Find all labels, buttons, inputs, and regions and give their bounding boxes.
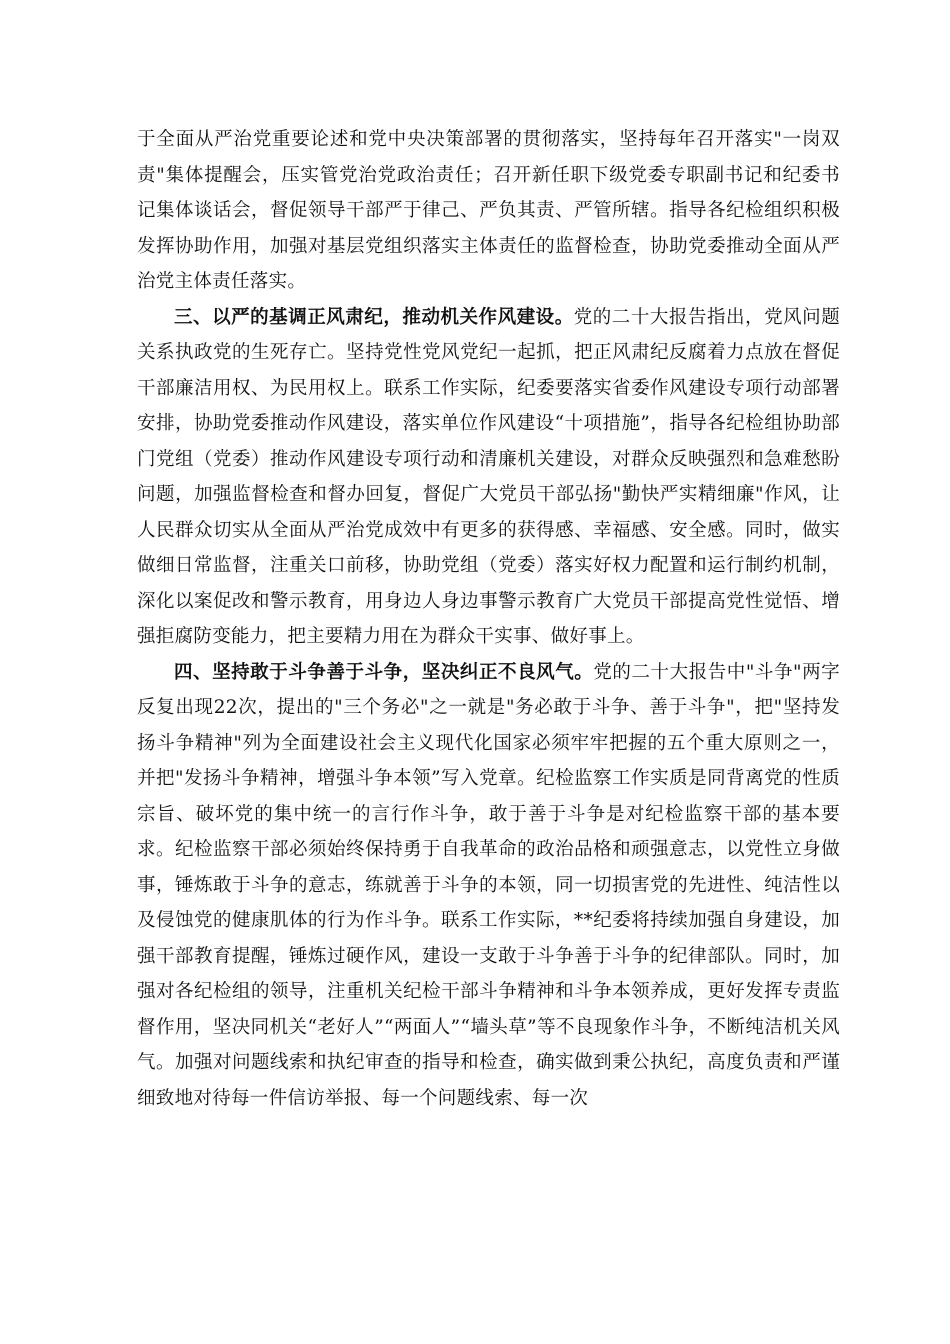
paragraph-text: 于全面从严治党重要论述和党中央决策部署的贯彻落实，坚持每年召开落实"一岗双责"集体提醒会，压实管党治党政治责任；召开新任职下级党委专职副书记和纪委书记集体谈话会，督促领导干部严于律己、严负其责、严管所辖。指导各纪检组织积极发挥协助作用，加强对基层党组织落实主体责任的监督检查，协助党委推动全面从严治党主体责任落实。 xyxy=(137,129,840,292)
paragraph-text: 党的二十大报告指出，党风问题关系执政党的生死存亡。坚持党性党风党纪一起抓，把正风肃纪反腐着力点放在督促干部廉洁用权、为民用权上。联系工作实际，纪委要落实省委作风建设专项行动部署安排，协助党委推动作风建设，落实单位作风建设“十项措施”，指导各纪检组协助部门党组（党委）推动作风建设专项行动和清廉机关建设，对群众反映强烈和急难愁盼问题，加强监督检查和督办回复，督促广大党员干部弘扬"勤快严实精细廉"作风，让人民群众切实从全面从严治党成效中有更多的获得感、幸福感、安全感。同时，做实做细日常监督，注重关口前移，协助党组（党委）落实好权力配置和运行制约机制，深化以案促改和警示教育，用身边人身边事警示教育广大党员干部提高党性觉悟、增强拒腐防变能力，把主要精力用在为群众干实事、做好事上。 xyxy=(137,306,840,647)
section-four-heading: 四、坚持敢于斗争善于斗争，坚决纠正不良风气。 xyxy=(174,661,594,683)
paragraph-section-three xyxy=(137,300,840,655)
document-body xyxy=(137,122,840,1116)
paragraph-section-four xyxy=(137,655,840,1117)
paragraph-text: 党的二十大报告中"斗争"两字反复出现22次，提出的"三个务必"之一就是"务必敢于斗争、善于斗争"，把"坚持发扬斗争精神"列为全面建设社会主义现代化国家必须牢牢把握的五个重大原则之一，并把"发扬斗争精神，增强斗争本领”写入党章。纪检监察工作实质是同背离党的性质宗旨、破坏党的集中统一的言行作斗争，敢于善于斗争是对纪检监察干部的基本要求。纪检监察干部必须始终保持勇于自我革命的政治品格和顽强意志，以党性立身做事，锤炼敢于斗争的意志，练就善于斗争的本领，同一切损害党的先进性、纯洁性以及侵蚀党的健康肌体的行为作斗争。联系工作实际，**纪委将持续加强自身建设，加强干部教育提醒，锤炼过硬作风，建设一支敢于斗争善于斗争的纪律部队。同时，加强对各纪检组的领导，注重机关纪检干部斗争精神和斗争本领养成，更好发挥专责监督作用，坚决同机关“老好人”“两面人”“墙头草”等不良现象作斗争，不断纯洁机关风气。加强对问题线索和执纪审查的指导和检查，确实做到秉公执纪，高度负责和严谨细致地对待每一件信访举报、每一个问题线索、每一次 xyxy=(137,661,840,1109)
paragraph-continued xyxy=(137,122,840,300)
section-three-heading: 三、以严的基调正风肃纪，推动机关作风建设。 xyxy=(174,306,574,328)
